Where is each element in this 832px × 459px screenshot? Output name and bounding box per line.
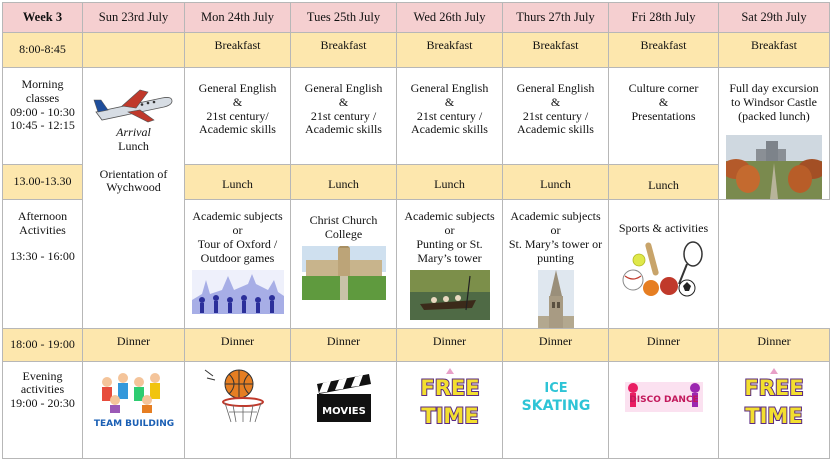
sunday-lunch: Lunch bbox=[118, 138, 149, 153]
afternoon-mon bbox=[185, 200, 291, 328]
fri-morning-line-2: & bbox=[658, 94, 669, 109]
breakfast-wed: Breakfast bbox=[397, 33, 503, 68]
evening-label-cell bbox=[3, 361, 83, 458]
evening-row bbox=[3, 361, 830, 458]
thu-aft-line-2: or bbox=[550, 223, 561, 238]
header-row bbox=[3, 3, 830, 33]
morning-fri bbox=[609, 68, 719, 165]
day-header-fri: Fri 28th July bbox=[609, 3, 719, 33]
evening-tue bbox=[291, 361, 397, 458]
day-header-sun: Sun 23rd July bbox=[83, 3, 185, 33]
movies-text: MOVIES bbox=[321, 405, 366, 417]
evening-sun bbox=[83, 361, 185, 458]
lunch-time: 13.00-13.30 bbox=[3, 164, 83, 199]
afternoon-wed bbox=[397, 200, 503, 328]
ice-text: ICE bbox=[543, 380, 568, 396]
evening-sat bbox=[719, 361, 830, 458]
morning-wed bbox=[397, 68, 503, 165]
tue-ge-line-4: Academic skills bbox=[305, 122, 382, 137]
mon-ge-line-1: General English bbox=[198, 81, 277, 95]
tue-ge-line-2: & bbox=[338, 94, 349, 109]
afternoon-tue bbox=[291, 200, 397, 328]
dinner-thu: Dinner bbox=[503, 328, 609, 361]
free-time-logo-sat bbox=[734, 368, 814, 430]
evening-thu bbox=[503, 361, 609, 458]
mon-ge-line-2: & bbox=[232, 94, 243, 109]
dinner-tue: Dinner bbox=[291, 328, 397, 361]
evening-label: Evening activities bbox=[20, 368, 65, 397]
week-label: Week 3 bbox=[3, 3, 83, 33]
fri-aft-label: Sports & activities bbox=[618, 221, 709, 236]
sunday-arrival-cell bbox=[83, 68, 185, 329]
breakfast-sat: Breakfast bbox=[719, 33, 830, 68]
morning-label: Morning classes bbox=[21, 77, 64, 105]
disco-dance-logo bbox=[621, 374, 707, 418]
dinner-sun: Dinner bbox=[83, 328, 185, 361]
sat-line-1: Full day excursion bbox=[729, 81, 819, 95]
morning-tue bbox=[291, 68, 397, 165]
tue-aft-line-2: College bbox=[324, 227, 363, 242]
breakfast-thu: Breakfast bbox=[503, 33, 609, 68]
airplane-icon bbox=[92, 86, 176, 126]
day-header-mon: Mon 24th July bbox=[185, 3, 291, 33]
thu-aft-line-3: St. Mary’s tower or bbox=[508, 236, 603, 251]
thu-ge-line-2: & bbox=[550, 94, 561, 109]
breakfast-sun-empty bbox=[83, 33, 185, 68]
wed-ge-line-1: General English bbox=[410, 81, 489, 95]
day-header-tue: Tues 25th July bbox=[291, 3, 397, 33]
punting-image bbox=[410, 270, 490, 320]
sunday-arrival: Arrival bbox=[116, 125, 151, 139]
wed-aft-line-3: Punting or St. bbox=[416, 236, 483, 251]
afternoon-fri bbox=[609, 200, 719, 328]
ice-skating-logo bbox=[514, 376, 598, 416]
mon-ge-line-4: Academic skills bbox=[199, 122, 276, 137]
morning-row bbox=[3, 68, 830, 165]
team-building-text: TEAM BUILDING bbox=[93, 418, 174, 429]
wed-ge-line-3: 21st century / bbox=[416, 108, 483, 123]
sunday-orientation-2: Wychwood bbox=[106, 180, 161, 195]
lunch-wed: Lunch bbox=[397, 164, 503, 199]
lunch-thu: Lunch bbox=[503, 164, 609, 199]
team-building-icon bbox=[93, 370, 175, 430]
sat-line-2: to Windsor Castle bbox=[731, 94, 817, 109]
morning-mon bbox=[185, 68, 291, 165]
saturday-excursion-cell bbox=[719, 68, 830, 200]
tue-aft-line-1: Christ Church bbox=[309, 213, 378, 228]
free-time-logo-wed bbox=[410, 368, 490, 430]
thu-ge-line-4: Academic skills bbox=[517, 122, 594, 137]
thu-ge-line-3: 21st century / bbox=[522, 108, 589, 123]
wed-aft-line-1: Academic subjects bbox=[404, 209, 495, 224]
dinner-mon: Dinner bbox=[185, 328, 291, 361]
breakfast-row bbox=[3, 33, 830, 68]
dinner-row bbox=[3, 328, 830, 361]
day-header-sat: Sat 29th July bbox=[719, 3, 830, 33]
evening-fri bbox=[609, 361, 719, 458]
sports-balls-icon bbox=[621, 240, 707, 298]
skating-text: SKATING bbox=[521, 397, 590, 414]
wed-aft-line-4: Mary’s tower bbox=[417, 250, 482, 265]
thu-aft-line-4: punting bbox=[537, 250, 574, 265]
day-header-thu: Thurs 27th July bbox=[503, 3, 609, 33]
afternoon-label: Afternoon Activities bbox=[17, 209, 68, 238]
lunch-fri: Lunch bbox=[609, 164, 719, 199]
evening-time: 19:00 - 20:30 bbox=[10, 396, 75, 411]
morning-thu bbox=[503, 68, 609, 165]
tue-ge-line-3: 21st century / bbox=[310, 108, 377, 123]
morning-label-cell bbox=[3, 68, 83, 165]
afternoon-time: 13:30 - 16:00 bbox=[10, 248, 75, 263]
wed-aft-line-2: or bbox=[444, 223, 455, 238]
dinner-sat: Dinner bbox=[719, 328, 830, 361]
thu-ge-line-1: General English bbox=[516, 81, 595, 95]
afternoon-thu bbox=[503, 200, 609, 328]
disco-dance-text: DISCO DANCE bbox=[628, 394, 699, 405]
dinner-time: 18:00 - 19:00 bbox=[3, 328, 83, 361]
christ-church-image bbox=[302, 246, 386, 300]
lunch-tue: Lunch bbox=[291, 164, 397, 199]
breakfast-mon: Breakfast bbox=[185, 33, 291, 68]
breakfast-tue: Breakfast bbox=[291, 33, 397, 68]
movies-clapboard-icon bbox=[313, 370, 375, 424]
lunch-mon: Lunch bbox=[185, 164, 291, 199]
wed-ge-line-2: & bbox=[444, 94, 455, 109]
sunday-orientation-1: Orientation of bbox=[99, 166, 168, 181]
mon-aft-line-2: or bbox=[232, 223, 243, 238]
mon-aft-line-3: Tour of Oxford / bbox=[197, 236, 278, 251]
evening-mon bbox=[185, 361, 291, 458]
st-marys-tower-image bbox=[538, 270, 574, 328]
fri-morning-line-1: Culture corner bbox=[628, 81, 699, 95]
wed-ge-line-4: Academic skills bbox=[411, 122, 488, 137]
mon-aft-line-4: Outdoor games bbox=[200, 250, 275, 265]
breakfast-fri: Breakfast bbox=[609, 33, 719, 68]
thu-aft-line-1: Academic subjects bbox=[510, 209, 601, 224]
free-text-sat: FREE bbox=[744, 375, 804, 400]
time-text-sat: TIME bbox=[745, 403, 803, 428]
tue-ge-line-1: General English bbox=[304, 81, 383, 95]
free-text-wed: FREE bbox=[419, 375, 480, 400]
morning-time-1: 09:00 - 10:30 bbox=[10, 104, 75, 119]
dinner-fri: Dinner bbox=[609, 328, 719, 361]
basketball-icon bbox=[203, 368, 273, 424]
windsor-castle-image bbox=[726, 135, 822, 199]
evening-wed bbox=[397, 361, 503, 458]
weekly-timetable bbox=[2, 2, 830, 459]
day-header-wed: Wed 26th July bbox=[397, 3, 503, 33]
mon-ge-line-3: 21st century/ bbox=[206, 108, 269, 123]
oxford-tour-image bbox=[192, 270, 284, 314]
breakfast-time: 8:00-8:45 bbox=[3, 33, 83, 68]
dinner-wed: Dinner bbox=[397, 328, 503, 361]
fri-morning-line-3: Presentations bbox=[631, 108, 696, 123]
mon-aft-line-1: Academic subjects bbox=[192, 209, 283, 224]
afternoon-label-cell bbox=[3, 200, 83, 328]
sat-line-3: (packed lunch) bbox=[738, 108, 810, 123]
time-text-wed: TIME bbox=[420, 403, 479, 428]
morning-time-2: 10:45 - 12:15 bbox=[10, 118, 75, 133]
